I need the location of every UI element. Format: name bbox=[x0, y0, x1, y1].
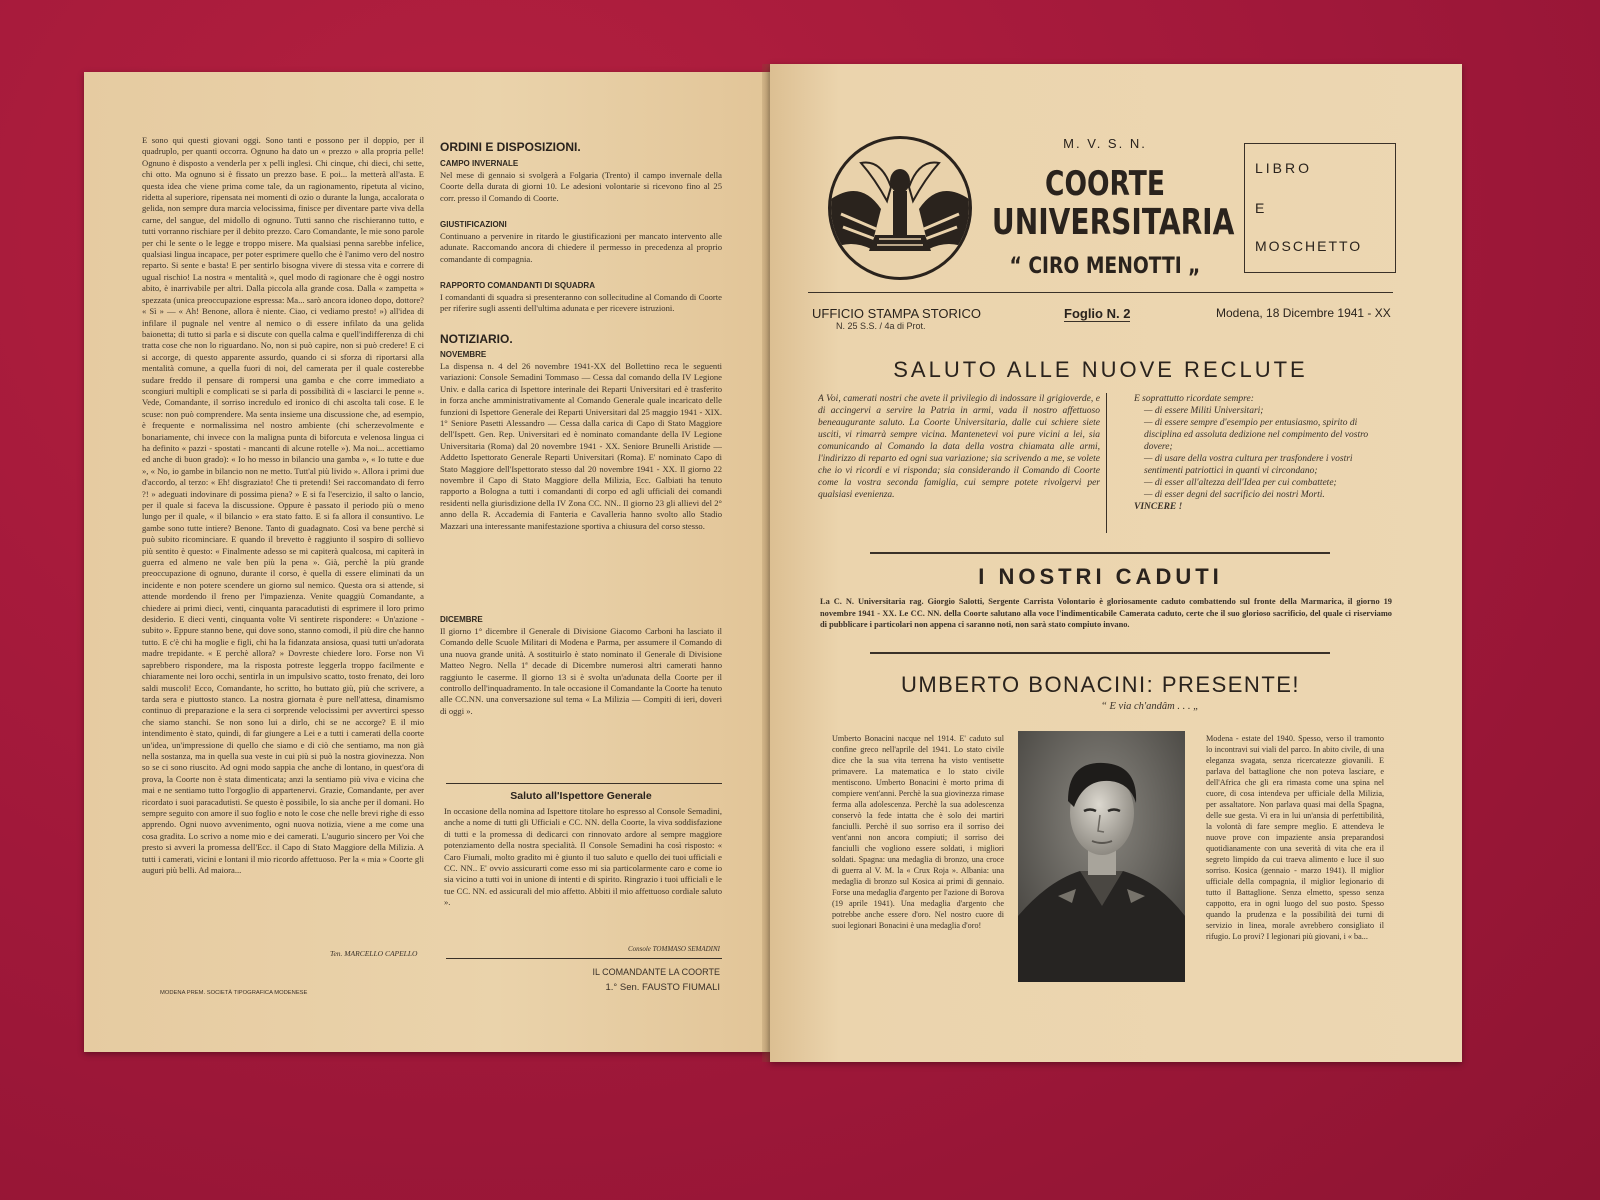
news-title: NOTIZIARIO. bbox=[440, 332, 513, 346]
eagle-emblem-icon bbox=[828, 136, 972, 280]
welcome-right-line-1: E soprattutto ricordate sempre: bbox=[1134, 394, 1254, 404]
news-heading-november: NOVEMBRE bbox=[440, 350, 487, 359]
welcome-right-line-7: VINCERE ! bbox=[1134, 502, 1183, 512]
welcome-right-line-6: — di esser degni del sacrificio dei nostri Morti. bbox=[1144, 490, 1325, 500]
printer-credit: MODENA PREM. SOCIETÀ TIPOGRAFICA MODENESE bbox=[160, 990, 308, 996]
motto-libro: LIBRO bbox=[1255, 160, 1313, 176]
welcome-right-list bbox=[1134, 393, 1392, 543]
orders-heading-3: RAPPORTO COMANDANTI DI SQUADRA bbox=[440, 281, 595, 290]
salute-title: Saluto all'Ispettore Generale bbox=[510, 790, 652, 802]
welcome-right-line-2: — di essere Militi Universitari; bbox=[1144, 406, 1264, 416]
fallen-text: La C. N. Universitaria rag. Giorgio Salotti, Sergente Carrista Volontario è gloriosamente caduto combattendo sul fronte della Marmarica, il giorno 19 novembre 1941 - XX. Le CC. NN. della Coorte salutano alla voce l'indimenticabile Camerata caduto, certe che il suo glorioso sacrificio, del quale ci riserviamo di pubblicare i particolari non appena ci saranno noti, non sarà stato compiuto invano. bbox=[820, 597, 1392, 629]
title-line-2: UNIVERSITARIA bbox=[991, 202, 1235, 243]
commander-title: IL COMANDANTE LA COORTE bbox=[592, 967, 720, 977]
welcome-left-text: A Voi, camerati nostri che avete il privilegio di indossare il grigioverde, e di accingervi a servire la Patria in armi, vada il nostro affettuoso beneaugurante saluto. La Coorte Universitaria, dalle cui schiere siete usciti, vi rimarrà sempre vicina. Mantenetevi voi pure vicini a lei, sia comunicando al Comando la data della vostra chiamata alle armi, l'indirizzo di reparto ed ogni sua variazione; sia scrivendo a me, se volete che io vi ricordi e vi risponda; sia considerando il Comando di Coorte come la vostra seconda famiglia, cui sempre potete rivolgervi per qualsiasi evenienza. bbox=[818, 394, 1100, 500]
news-text-december: Il giorno 1° dicembre il Generale di Divisione Giacomo Carboni ha lasciato il Comando delle Scuole Militari di Modena e Parma, per assumere il Comando di una nuova grande unità. A sostituirlo è stato nominato il Generale di Divisione Matteo Negro. Nella 1ª decade di Dicembre numerosi altri camerati hanno raggiunto le caserme. Il giorno 13 si è svolta un'adunata della Coorte per il controllo dell'inquadramento. In tale occasione il Comandante la Coorte ha tenuto alle CC.NN. una conversazione sul tema « La Milizia — Compiti di ieri, doveri di oggi ». bbox=[440, 626, 722, 716]
motto-e: E bbox=[1255, 200, 1265, 216]
divider-fallen-bottom bbox=[870, 652, 1330, 654]
bonacini-left-text: Umberto Bonacini nacque nel 1914. E' caduto sul confine greco nell'aprile del 1941. Lo stato civile dice che la sua vita terrena ha visto ventisette primavere. La matematica e lo stato civile mentiscono. Umberto Bonacini è morto prima di compiere vent'anni. Perchè la sua giovinezza rimase ferma alla adolescenza. Perchè la sua adolescenza conservò la fede intatta che è solo dei martiri fanciulli. Perchè il suo sorriso era il sorriso dei vent'anni non ancora compiuti; il sorriso dei fanciulli che vogliono essere soldati, i migliori soldati. Spagna: una medaglia di bronzo, una croce di guerra al V. M. la « Crux Roja ». Albania: una medaglia di bronzo sul Kosica ai primi di gennaio. Forse una medaglia d'argento per l'azione di Borova (19 aprile 1941). Una medaglia d'argento che potrebbe anche essere d'oro. Nel nostro cuore di suoi legionari Bonacini è una medaglia d'oro! bbox=[832, 734, 1004, 930]
orders-text-2: Continuano a pervenire in ritardo le giustificazioni per mancato intervento alle adunate. Raccomando ancora di chiedere il permesso in precedenza al proprio comandante di compagnia. bbox=[440, 231, 722, 264]
title-line-3: “ CIRO MENOTTI „ bbox=[1009, 254, 1201, 279]
orders-heading-2: GIUSTIFICAZIONI bbox=[440, 220, 507, 229]
motto-box bbox=[1244, 143, 1396, 273]
motto-moschetto: MOSCHETTO bbox=[1255, 238, 1363, 254]
title-line-1: COORTE bbox=[1045, 164, 1165, 204]
orders-title: ORDINI E DISPOSIZIONI. bbox=[440, 140, 581, 154]
divider-fallen-top bbox=[870, 552, 1330, 554]
salute-text: In occasione della nomina ad Ispettore titolare ho espresso al Console Semadini, anche a nome di tutti gli Ufficiali e CC. NN. della Coorte, la viva soddisfazione di tutti e la promessa di dedicarci con rinnovato ardore al sempre maggiore potenziamento della nostra specialità. Il Console Semadini ha così risposto: « Caro Fiumali, molto gradito mi è giunto il tuo saluto e quello dei tuoi ufficiali e CC. NN.. E' ovvio assicurarti come esso mi sia particolarmente caro e come io sia vicino a tutti voi in unione di intenti e di spirito. Ringrazio i tuoi ufficiali e le tue CC. NN. ed assicurali del mio affetto. Abbiti il mio affettuoso cordiale saluto ». bbox=[444, 806, 722, 908]
issue-date: Modena, 18 Dicembre 1941 - XX bbox=[1216, 306, 1391, 320]
welcome-right-line-4: — di usare della vostra cultura per trasfondere i vostri sentimenti patriottici in quanti vi circondano; bbox=[1144, 454, 1353, 476]
salute-signature: Console TOMMASO SEMADINI bbox=[627, 945, 720, 953]
orders-text-3: I comandanti di squadra si presenteranno con sollecitudine al Comando di Coorte per riferire sugli assenti dell'ultima adunata e per ricevere istruzioni. bbox=[440, 292, 722, 314]
fallen-title: I NOSTRI CADUTI bbox=[978, 564, 1223, 589]
org-acronym: M. V. S. N. bbox=[1063, 136, 1147, 151]
portrait-photo bbox=[1018, 731, 1185, 982]
orders-heading-1: CAMPO INVERNALE bbox=[440, 159, 519, 168]
letter-column: E sono qui questi giovani oggi. Sono tanti e possono per il doppio, per il quadruplo, per quanti occorra. Ognuno ha dato un « prezzo » alla propria pelle! Ognuno è disposto a venderla per x pelli inglesi. Chi cinque, chi dieci, chi sette, chi otto. Ma ognuno si è fissato un prezzo base. E poi... la metterà all'asta. E questa idea che viene prima come tale, da un ragionamento, ripetuta al vicino, ridetta al superiore, ripensata nei momenti di ozio o durante la lunga, accalorata o gelida, non sempre dura marcia velocissima, finisce per diventare parte viva della carne, del sangue, del midollo di ognuno. Tutti sanno che rischieranno tutto, e tutti vorranno rischiare per il debito prezzo. Caro Comandante, le mie sono parole per chi le sente o le legge e troppo misere. Ma qualsiasi penna sarebbe infelice, qualsiasi lingua incapace, per poter esprimere quello che è l'animo vero del nostro reparto. Si sente e basta! E per sentirlo bisogna vivere di stessa vita e correre di ugual rischio! La nostra « mentalità », quel modo di ragionare che è oggi nostro abito, è inarrivabile per altri. Dalla piccola alla grande cosa. Dalla « zampetta » spezzata (unica preoccupazione espressa: Ma... sarò ancora idoneo dopo, dottore? « Sì » — « Ah! Benone, allora è niente. Ciao, ci vediamo presto! ») all'idea di infilare il pugnale nel ventre al nemico o di essere infilato da una gelida baionetta; di tutto si parla e si discute con quella calma e quell'indifferenza di chi tratta cose che non lo riguardano. No, non si può capire, non si può credere! E ci si accorge, di questo apparente assurdo, quando ci si sforza di riportarsi alla mentalità comune, a quella fuori di noi, del camerata per il quale costerebbe sudare freddo il pensare di rompersi una gamba e che corre immediato a scongiuri multipli e complicati se si parla di possibilità di « lasciarci le penne ». Vede, Comandante, il sorriso incredulo ed ironico di chi ascolta tali cose. E le scuse: non può comprendere. Ma senta insieme una discussione che, ad esempio, è frequente e normalissima nel nostro ambiente (chi scherzevolmente e bonariamente, chi invece con la maligna punta di biforcuta e velenosa lingua ci ha definito « pazzi - spostati - mancanti di alcune rotelle »). Ma noi... accettiamo ed anche di buon grado): « Io ho messo in bilancio una gamba », « Io tutte e due », « No, io gambe in bilancio non ne metto. Tutt'al più livido ». Allora i primi due d'accordo, al terzo: « Eh! disgraziato! Che ti pretendi! Sei raccomandato di ferro ?! » adeguati indovinare di possima piena? » E si fa l'esercizio, il salto o lancio, per il quale si faceva la discussione. Oppure è passato il periodo più o meno lungo per il quale, « il bilancio » era stato fatto. E si fa allora il consuntivo. Le gambe sono tutte intiere? Benone. Tanto di guadagnato. Così va bene perchè si può subito ricominciare. E quando il brevetto è raggiunto il sospiro di sollievo più sentito è questo: « Finalmente adesso se mi capiterà qualcosa, mi capiterà in guerra ed almeno ne vale ben più la pena ». Già, perchè la più grande preoccupazione di ognuno, durante il corso, è quella di essere eliminati da un incidente e non potere scendere un giorno sul nemico. Questa ora si attende, si attende mordendo il freno per l'impazienza. Venite quaggiù Comandante, a chiedere ai primi dieci, venti, cinquanta paracadutisti di esprimere il loro primo desiderio. E dieci venti, cinquanta volte Vi sentirete rispondere: « Un'azione - subito ». Eppure stanno bene, qui dove sono, stanno comodi, il più dire che hanno tutto. E c'è chi ha moglie e figli, chi ha la fidanzata ansiosa, quasi tutti un'adorata madre trepidante. « E perchè allora? » Dovreste chiedere loro. Forse non Vi saprebbero rispondere, ma la risposta potreste leggerla troppo facilmente e chiaramente nei loro occhi, sentirla in un impulsivo scatto, tosto frenato, dei loro saldi muscoli! Ecco, Comandante, ho scritto, ho buttato giù, più che scrivere, a tarda sera e piuttosto stanco. La nostra giornata è pure nell'attesa, dinamismo continuo di preparazione e la sera ci sorprende velocissimi per avvertirci spesso che siamo stanchi. Se non sono lui a dirlo, chi se ne accorge? E il mio intendimento è stato, quindi, di far giungere a Lei e a tutti i camerati della coorte un'idea, un'impressione di quello che siamo e di ciò che sentiamo, ma non già nella sostanza, ma in quella sua veste in cui più si può la nostra giovinezza. Non so se ci sono riuscito. Ad ogni modo sappia che anche di lontano, in quest'ora di prova, la Coorte non è stata dimenticata; anzi la sentiamo più viva e vicina che mai e ne sentiamo tutto l'orgoglio di appartenervi. Grazie, Comandante, per aver ricordato i suoi paracadutisti. Se questo è possibile, lo sia anche per il domani. Ho sempre seguito con amore il suo foglio e noto le cose che nelle brevi righe di esso apprendo. Ogni nuovo avvenimento, ogni nuova notizia, viene a me come una cosa gradita. Lo scrivo a nome mio e dei camerati. L'augurio sincero per Voi che presto si avveri la promessa dell'Ecc. il Capo di Stato Maggiore della Milizia. A tutti i camerati, vicini e lontani il mio ricordo affettuoso. Per la « mia » Coorte gli auguri più belli. Ad maiora... bbox=[142, 135, 424, 875]
bonacini-title: UMBERTO BONACINI: PRESENTE! bbox=[900, 672, 1301, 697]
letter-signature: Ten. MARCELLO CAPELLO bbox=[330, 949, 418, 958]
divider-salute bbox=[446, 783, 722, 784]
welcome-right-line-5: — di esser all'altezza dell'Idea per cui combattete; bbox=[1144, 478, 1337, 488]
news-heading-december: DICEMBRE bbox=[440, 615, 483, 624]
bonacini-right-text: Modena - estate del 1940. Spesso, verso il tramonto lo incontravi sui viali del parco. In abito civile, di una eleganza svagata, senza ricercatezze giovanili. E parlava del battaglione che non poteva lasciare, e dell'Africa che gli era rimasta come una spina nel cuore, di cosa intendeva per ufficiale della Milizia, per assaltatore. Non parlava quasi mai della Spagna, delle sue gesta. Vi era in lui un'ansia di perfettibilità, la volontà di fare sempre meglio. E attendeva le nuove prove con impaziente ansia preparandosi quotidianamente con una severità di vita che era il segreto limpido da cui traeva alimento e luce il suo sorriso. Kosica (gennaio - marzo 1941). Il miglior ufficiale della compagnia, il miglior legionario di tutto il Battaglione. Senza elmetto, spesso senza cappotto, era in ogni luogo del suo posto. Spesso quando la prudenza e la possibilità dei turni di servizio in linea, morale avrebbero consigliato il rifugio. Lo provi? I legionari più giovani, i « ba... bbox=[1206, 734, 1384, 941]
bonacini-quote: “ E via ch'andâm . . . „ bbox=[1101, 701, 1199, 712]
welcome-divider bbox=[1106, 393, 1107, 533]
welcome-title: SALUTO ALLE NUOVE RECLUTE bbox=[893, 357, 1308, 382]
protocol-number: N. 25 S.S. / 4a di Prot. bbox=[836, 321, 926, 331]
commander-name: 1.° Sen. FAUSTO FIUMALI bbox=[605, 982, 720, 993]
news-text-november: La dispensa n. 4 del 26 novembre 1941-XX del Bollettino reca le seguenti variazioni: Console Semadini Tommaso — Cessa dal comando della IV Legione Univ. e dalla carica di Ispettore interinale dei Reparti Universitari ed è trasferito in forza anche amministrativamente al Comando Generale quale incaricato delle funzioni di Ispettore Generale dei Reparti Universitari dal 25 maggio 1941 - XIX. 1° Seniore Pasetti Alessandro — Cessa dalla carica di Capo di Stato Maggiore dell'Ispett. Gen. Rep. Universitari ed è nominato comandante della IV Legione Universitaria (Roma) dal 20 novembre 1941 - XX. Seniore Brunelli Aristide — Addetto Ispettorato Generale Reparti Universitari (Roma). E' nominato Capo di Stato Maggiore dell'Ispettorato stesso dal 20 novembre 1941 - XX. Il giorno 22 novembre il Capo di Stato Maggiore della Milizia, Ecc. Galbiati ha tenuto rapporto a Bologna a tutti i comandanti di corpo ed agli ufficiali dei comandi residenti nella giurisdizione della IV Zona CC. NN.. Il giorno 23 gli allievi del 2° anno della R. Accademia di Fanteria e Cavalleria hanno svolto allo Stadio Mazzari una interessante manifestazione sportiva a chiusura del corso stesso. bbox=[440, 361, 722, 531]
welcome-right-line-3: — di essere sempre d'esempio per entusiasmo, spirito di disciplina ed assoluta dedizione nel compimento del vostro dovere; bbox=[1144, 418, 1369, 452]
sheet-number: Foglio N. 2 bbox=[1064, 306, 1131, 321]
divider-commander bbox=[446, 958, 722, 959]
press-office: UFFICIO STAMPA STORICO bbox=[812, 306, 982, 321]
masthead-rule bbox=[808, 292, 1393, 293]
orders-text-1: Nel mese di gennaio si svolgerà a Folgaria (Trento) il campo invernale della Coorte della durata di giorni 10. Le adesioni volontarie si ricevono fino al 25 corr. presso il Comando di Coorte. bbox=[440, 170, 722, 203]
